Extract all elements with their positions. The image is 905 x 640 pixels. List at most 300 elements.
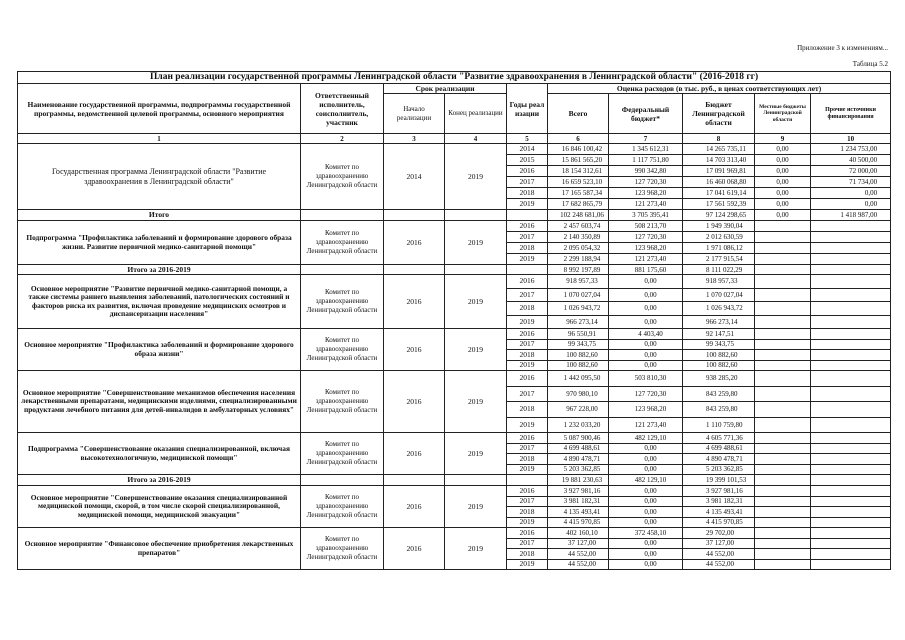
table-row [18, 144, 891, 155]
year-cell: 2016 [507, 433, 548, 444]
year-cell: 2016 [507, 486, 548, 497]
year-cell: 2016 [507, 329, 548, 340]
local-cell [755, 464, 811, 475]
regional-cell: 4 890 478,71 [683, 454, 755, 465]
table-row [18, 329, 891, 340]
federal-cell: 0,00 [609, 350, 683, 361]
total-cell: 402 160,10 [548, 528, 609, 539]
year-cell: 2017 [507, 339, 548, 350]
year-cell: 2017 [507, 443, 548, 454]
table-row [18, 371, 891, 387]
regional-cell: 100 882,60 [683, 360, 755, 371]
other-cell: 40 500,00 [811, 155, 891, 166]
other-cell [811, 221, 891, 232]
federal-cell: 0,00 [609, 549, 683, 560]
total-cell: 3 927 981,16 [548, 486, 609, 497]
header-end: Конец реализации [445, 94, 507, 134]
year-cell: 2018 [507, 402, 548, 418]
program-name-cell: Подпрограмма "Совершенствование оказания специализированной, включая высокотехнологичную, медицинской помощи" [18, 433, 301, 475]
summary-label: Итого за 2016-2019 [18, 475, 301, 486]
end-year-cell: 2019 [445, 144, 507, 210]
program-name-cell: Подпрограмма "Профилактика заболеваний и формирование здорового образа жизни. Развитие первичной медико-санитарной помощи" [18, 221, 301, 265]
summary-row [18, 475, 891, 486]
column-number: 9 [755, 134, 811, 144]
summary-local-cell [755, 265, 811, 275]
federal-cell: 503 810,30 [609, 371, 683, 387]
year-cell: 2016 [507, 166, 548, 177]
other-cell [811, 538, 891, 549]
regional-cell: 17 041 619,14 [683, 188, 755, 199]
year-cell: 2019 [507, 464, 548, 475]
total-cell: 44 552,00 [548, 549, 609, 560]
summary-other-cell: 1 418 987,00 [811, 210, 891, 221]
year-cell: 2015 [507, 155, 548, 166]
program-name-cell: Основное мероприятие "Совершенствование механизмов обеспечения населения лекарственными препаратами, медицинскими изделиями, специализированными продуктами лечебного питания для детей-инвалидов в амбулаторных условиях" [18, 371, 301, 433]
column-number: 8 [683, 134, 755, 144]
local-cell [755, 329, 811, 340]
local-cell [755, 232, 811, 243]
start-year-cell: 2016 [384, 371, 445, 433]
total-cell: 4 415 970,85 [548, 517, 609, 528]
year-cell: 2017 [507, 496, 548, 507]
year-cell: 2018 [507, 350, 548, 361]
year-cell: 2016 [507, 221, 548, 232]
summary-total-cell: 19 881 230,63 [548, 475, 609, 486]
federal-cell: 482 129,10 [609, 433, 683, 444]
federal-cell: 0,00 [609, 339, 683, 350]
summary-regional-cell: 8 111 022,29 [683, 265, 755, 275]
year-cell: 2018 [507, 549, 548, 560]
summary-total-cell: 8 992 197,89 [548, 265, 609, 275]
federal-cell: 1 345 612,31 [609, 144, 683, 155]
year-cell: 2014 [507, 144, 548, 155]
summary-federal-cell: 482 129,10 [609, 475, 683, 486]
regional-cell: 4 415 970,85 [683, 517, 755, 528]
regional-cell: 1 949 390,04 [683, 221, 755, 232]
total-cell: 16 846 100,42 [548, 144, 609, 155]
header-row [18, 84, 891, 94]
end-year-cell: 2019 [445, 329, 507, 371]
total-cell: 918 957,33 [548, 275, 609, 289]
year-cell: 2018 [507, 454, 548, 465]
federal-cell: 0,00 [609, 302, 683, 316]
empty-cell [384, 210, 445, 221]
plan-table [17, 71, 891, 570]
federal-cell: 121 273,40 [609, 254, 683, 265]
total-cell: 967 228,00 [548, 402, 609, 418]
total-cell: 2 457 603,74 [548, 221, 609, 232]
local-cell [755, 243, 811, 254]
program-name-cell: Основное мероприятие "Профилактика заболеваний и формирование здорового образа жизни" [18, 329, 301, 371]
end-year-cell: 2019 [445, 433, 507, 475]
total-cell: 1 070 027,04 [548, 288, 609, 302]
federal-cell: 0,00 [609, 275, 683, 289]
federal-cell: 4 403,40 [609, 329, 683, 340]
total-cell: 4 890 478,71 [548, 454, 609, 465]
local-cell: 0,00 [755, 144, 811, 155]
header-responsible: Ответственный исполнитель, соисполнитель, участник [301, 84, 384, 134]
other-cell [811, 315, 891, 329]
federal-cell: 0,00 [609, 507, 683, 518]
federal-cell: 0,00 [609, 443, 683, 454]
summary-federal-cell: 881 175,60 [609, 265, 683, 275]
empty-cell [301, 475, 384, 486]
total-cell: 44 552,00 [548, 559, 609, 570]
total-cell: 17 165 587,34 [548, 188, 609, 199]
other-cell [811, 507, 891, 518]
start-year-cell: 2016 [384, 275, 445, 329]
federal-cell: 372 458,10 [609, 528, 683, 539]
local-cell [755, 371, 811, 387]
responsible-cell: Комитет по здравоохранению Ленинградской области [301, 528, 384, 570]
empty-cell [507, 265, 548, 275]
regional-cell: 14 265 735,11 [683, 144, 755, 155]
local-cell [755, 496, 811, 507]
federal-cell: 0,00 [609, 454, 683, 465]
local-cell [755, 360, 811, 371]
local-cell: 0,00 [755, 177, 811, 188]
total-cell: 16 659 523,10 [548, 177, 609, 188]
other-cell [811, 464, 891, 475]
local-cell [755, 275, 811, 289]
total-cell: 17 682 865,79 [548, 199, 609, 210]
year-cell: 2017 [507, 288, 548, 302]
other-cell [811, 371, 891, 387]
summary-regional-cell: 19 399 101,53 [683, 475, 755, 486]
header-name: Наименование государственной программы, подпрограммы государственной программы, ведомственной целевой программы, основного мероприятия [18, 84, 301, 134]
other-cell [811, 243, 891, 254]
other-cell [811, 417, 891, 433]
local-cell [755, 559, 811, 570]
start-year-cell: 2014 [384, 144, 445, 210]
federal-cell: 508 213,70 [609, 221, 683, 232]
empty-cell [507, 475, 548, 486]
end-year-cell: 2019 [445, 486, 507, 528]
responsible-cell: Комитет по здравоохранению Ленинградской области [301, 144, 384, 210]
local-cell [755, 433, 811, 444]
total-cell: 4 699 488,61 [548, 443, 609, 454]
responsible-cell: Комитет по здравоохранению Ленинградской области [301, 486, 384, 528]
column-number: 1 [18, 134, 301, 144]
annex-note: Приложение 3 к изменениям... [797, 44, 888, 52]
year-cell: 2018 [507, 243, 548, 254]
start-year-cell: 2016 [384, 329, 445, 371]
regional-cell: 938 285,20 [683, 371, 755, 387]
responsible-cell: Комитет по здравоохранению Ленинградской области [301, 371, 384, 433]
table-row [18, 528, 891, 539]
regional-cell: 17 561 592,39 [683, 199, 755, 210]
table-row [18, 275, 891, 289]
responsible-cell: Комитет по здравоохранению Ленинградской области [301, 275, 384, 329]
local-cell [755, 417, 811, 433]
responsible-cell: Комитет по здравоохранению Ленинградской области [301, 221, 384, 265]
empty-cell [445, 265, 507, 275]
total-cell: 1 232 033,20 [548, 417, 609, 433]
local-cell [755, 315, 811, 329]
other-cell: 1 234 753,00 [811, 144, 891, 155]
year-cell: 2019 [507, 199, 548, 210]
summary-other-cell [811, 475, 891, 486]
federal-cell: 127 720,30 [609, 232, 683, 243]
other-cell [811, 254, 891, 265]
local-cell [755, 302, 811, 316]
regional-cell: 2 012 630,59 [683, 232, 755, 243]
year-cell: 2017 [507, 386, 548, 402]
summary-row [18, 210, 891, 221]
total-cell: 96 550,91 [548, 329, 609, 340]
header-federal: Федеральный бюджет* [609, 94, 683, 134]
local-cell: 0,00 [755, 155, 811, 166]
other-cell [811, 402, 891, 418]
federal-cell: 1 117 751,80 [609, 155, 683, 166]
summary-label: Итого [18, 210, 301, 221]
header-regional: Бюджет Ленинградской области [683, 94, 755, 134]
plan-table-body [18, 144, 891, 570]
table-title: План реализации государственной программы Ленинградской области "Развитие здравоохранения в Ленинградской области" (2016-2018 гг) [18, 72, 891, 84]
regional-cell: 5 203 362,85 [683, 464, 755, 475]
total-cell: 99 343,75 [548, 339, 609, 350]
local-cell [755, 528, 811, 539]
program-name-cell: Основное мероприятие "Финансовое обеспечение приобретения лекарственных препаратов" [18, 528, 301, 570]
other-cell [811, 528, 891, 539]
summary-label: Итого за 2016-2019 [18, 265, 301, 275]
column-numbers-row [18, 134, 891, 144]
regional-cell: 1 026 943,72 [683, 302, 755, 316]
regional-cell: 4 605 771,36 [683, 433, 755, 444]
total-cell: 1 442 095,50 [548, 371, 609, 387]
regional-cell: 3 927 981,16 [683, 486, 755, 497]
header-start: Начало реализации [384, 94, 445, 134]
local-cell [755, 517, 811, 528]
program-name-cell: Основное мероприятие "Совершенствование оказания специализированной медицинской помощи, скорой, в том числе скорой специализированной, медицинской помощи, медицинской эвакуации" [18, 486, 301, 528]
header-other: Прочие источники финансирования [811, 94, 891, 134]
start-year-cell: 2016 [384, 221, 445, 265]
total-cell: 37 127,00 [548, 538, 609, 549]
other-cell [811, 454, 891, 465]
federal-cell: 0,00 [609, 517, 683, 528]
regional-cell: 17 091 969,81 [683, 166, 755, 177]
other-cell [811, 486, 891, 497]
local-cell: 0,00 [755, 188, 811, 199]
other-cell [811, 329, 891, 340]
federal-cell: 123 968,20 [609, 402, 683, 418]
year-cell: 2017 [507, 232, 548, 243]
federal-cell: 0,00 [609, 559, 683, 570]
other-cell: 71 734,00 [811, 177, 891, 188]
regional-cell: 99 343,75 [683, 339, 755, 350]
column-number: 7 [609, 134, 683, 144]
other-cell [811, 302, 891, 316]
other-cell [811, 360, 891, 371]
other-cell [811, 232, 891, 243]
total-cell: 100 882,60 [548, 350, 609, 361]
federal-cell: 127 720,30 [609, 386, 683, 402]
federal-cell: 0,00 [609, 288, 683, 302]
total-cell: 2 299 188,94 [548, 254, 609, 265]
local-cell [755, 507, 811, 518]
year-cell: 2017 [507, 177, 548, 188]
other-cell [811, 559, 891, 570]
empty-cell [301, 210, 384, 221]
responsible-cell: Комитет по здравоохранению Ленинградской области [301, 329, 384, 371]
column-number: 6 [548, 134, 609, 144]
other-cell [811, 275, 891, 289]
year-cell: 2017 [507, 538, 548, 549]
total-cell: 5 087 900,46 [548, 433, 609, 444]
regional-cell: 16 460 068,80 [683, 177, 755, 188]
title-row [18, 72, 891, 84]
federal-cell: 0,00 [609, 360, 683, 371]
empty-cell [384, 475, 445, 486]
total-cell: 4 135 493,41 [548, 507, 609, 518]
year-cell: 2019 [507, 254, 548, 265]
year-cell: 2019 [507, 559, 548, 570]
program-name-cell: Основное мероприятие "Развитие первичной медико-санитарной помощи, а также системы раннего выявления заболеваний, патологических состояний и факторов риска их развития, включая проведение медицинских осмотров и диспансеризации населения" [18, 275, 301, 329]
summary-total-cell: 102 248 681,06 [548, 210, 609, 221]
local-cell [755, 386, 811, 402]
regional-cell: 14 703 313,40 [683, 155, 755, 166]
local-cell [755, 538, 811, 549]
column-number: 10 [811, 134, 891, 144]
local-cell [755, 549, 811, 560]
federal-cell: 127 720,30 [609, 177, 683, 188]
other-cell [811, 386, 891, 402]
other-cell: 0,00 [811, 188, 891, 199]
total-cell: 1 026 943,72 [548, 302, 609, 316]
regional-cell: 4 699 488,61 [683, 443, 755, 454]
regional-cell: 843 259,80 [683, 402, 755, 418]
total-cell: 100 882,60 [548, 360, 609, 371]
regional-cell: 29 702,00 [683, 528, 755, 539]
regional-cell: 1 110 759,80 [683, 417, 755, 433]
total-cell: 15 861 565,20 [548, 155, 609, 166]
empty-cell [507, 210, 548, 221]
year-cell: 2016 [507, 371, 548, 387]
regional-cell: 1 971 086,12 [683, 243, 755, 254]
federal-cell: 121 273,40 [609, 417, 683, 433]
year-cell: 2018 [507, 188, 548, 199]
start-year-cell: 2016 [384, 486, 445, 528]
local-cell [755, 486, 811, 497]
local-cell [755, 443, 811, 454]
year-cell: 2019 [507, 517, 548, 528]
other-cell [811, 350, 891, 361]
regional-cell: 4 135 493,41 [683, 507, 755, 518]
start-year-cell: 2016 [384, 433, 445, 475]
total-cell: 966 273,14 [548, 315, 609, 329]
column-number: 3 [384, 134, 445, 144]
year-cell: 2018 [507, 507, 548, 518]
summary-row [18, 265, 891, 275]
local-cell [755, 288, 811, 302]
column-number: 2 [301, 134, 384, 144]
regional-cell: 44 552,00 [683, 559, 755, 570]
summary-local-cell [755, 475, 811, 486]
regional-cell: 3 981 182,31 [683, 496, 755, 507]
regional-cell: 100 882,60 [683, 350, 755, 361]
other-cell [811, 517, 891, 528]
end-year-cell: 2019 [445, 221, 507, 265]
other-cell [811, 433, 891, 444]
year-cell: 2016 [507, 528, 548, 539]
other-cell [811, 549, 891, 560]
column-number: 5 [507, 134, 548, 144]
empty-cell [445, 475, 507, 486]
federal-cell: 121 273,40 [609, 199, 683, 210]
end-year-cell: 2019 [445, 528, 507, 570]
other-cell [811, 288, 891, 302]
column-number: 4 [445, 134, 507, 144]
table-label: Таблица 5.2 [852, 60, 888, 68]
other-cell [811, 443, 891, 454]
federal-cell: 0,00 [609, 464, 683, 475]
local-cell [755, 350, 811, 361]
header-years: Годы реализации [507, 84, 548, 134]
regional-cell: 843 259,80 [683, 386, 755, 402]
table-row [18, 486, 891, 497]
total-cell: 5 203 362,85 [548, 464, 609, 475]
header-local: Местные бюджеты Ленинградской области [755, 94, 811, 134]
federal-cell: 0,00 [609, 315, 683, 329]
start-year-cell: 2016 [384, 528, 445, 570]
regional-cell: 2 177 915,54 [683, 254, 755, 265]
header-total: Всего [548, 94, 609, 134]
year-cell: 2019 [507, 417, 548, 433]
federal-cell: 0,00 [609, 486, 683, 497]
other-cell [811, 339, 891, 350]
local-cell [755, 254, 811, 265]
federal-cell: 123 968,20 [609, 188, 683, 199]
table-row [18, 221, 891, 232]
local-cell: 0,00 [755, 199, 811, 210]
summary-federal-cell: 3 705 395,41 [609, 210, 683, 221]
federal-cell: 123 968,20 [609, 243, 683, 254]
responsible-cell: Комитет по здравоохранению Ленинградской области [301, 433, 384, 475]
header-period: Срок реализации [384, 84, 507, 94]
federal-cell: 990 342,80 [609, 166, 683, 177]
total-cell: 18 154 312,61 [548, 166, 609, 177]
total-cell: 3 981 182,31 [548, 496, 609, 507]
summary-regional-cell: 97 124 298,65 [683, 210, 755, 221]
year-cell: 2019 [507, 315, 548, 329]
local-cell [755, 339, 811, 350]
regional-cell: 966 273,14 [683, 315, 755, 329]
regional-cell: 1 070 027,04 [683, 288, 755, 302]
total-cell: 2 095 054,32 [548, 243, 609, 254]
regional-cell: 92 147,51 [683, 329, 755, 340]
regional-cell: 37 127,00 [683, 538, 755, 549]
year-cell: 2019 [507, 360, 548, 371]
total-cell: 970 980,10 [548, 386, 609, 402]
local-cell: 0,00 [755, 166, 811, 177]
empty-cell [301, 265, 384, 275]
header-costs: Оценка расходов (в тыс. руб., в ценах соответствующих лет) [548, 84, 891, 94]
summary-local-cell: 0,00 [755, 210, 811, 221]
empty-cell [445, 210, 507, 221]
end-year-cell: 2019 [445, 371, 507, 433]
other-cell [811, 496, 891, 507]
other-cell: 72 000,00 [811, 166, 891, 177]
federal-cell: 0,00 [609, 496, 683, 507]
other-cell: 0,00 [811, 199, 891, 210]
regional-cell: 918 957,33 [683, 275, 755, 289]
total-cell: 2 140 350,89 [548, 232, 609, 243]
local-cell [755, 402, 811, 418]
local-cell [755, 221, 811, 232]
table-row [18, 433, 891, 444]
summary-other-cell [811, 265, 891, 275]
year-cell: 2016 [507, 275, 548, 289]
